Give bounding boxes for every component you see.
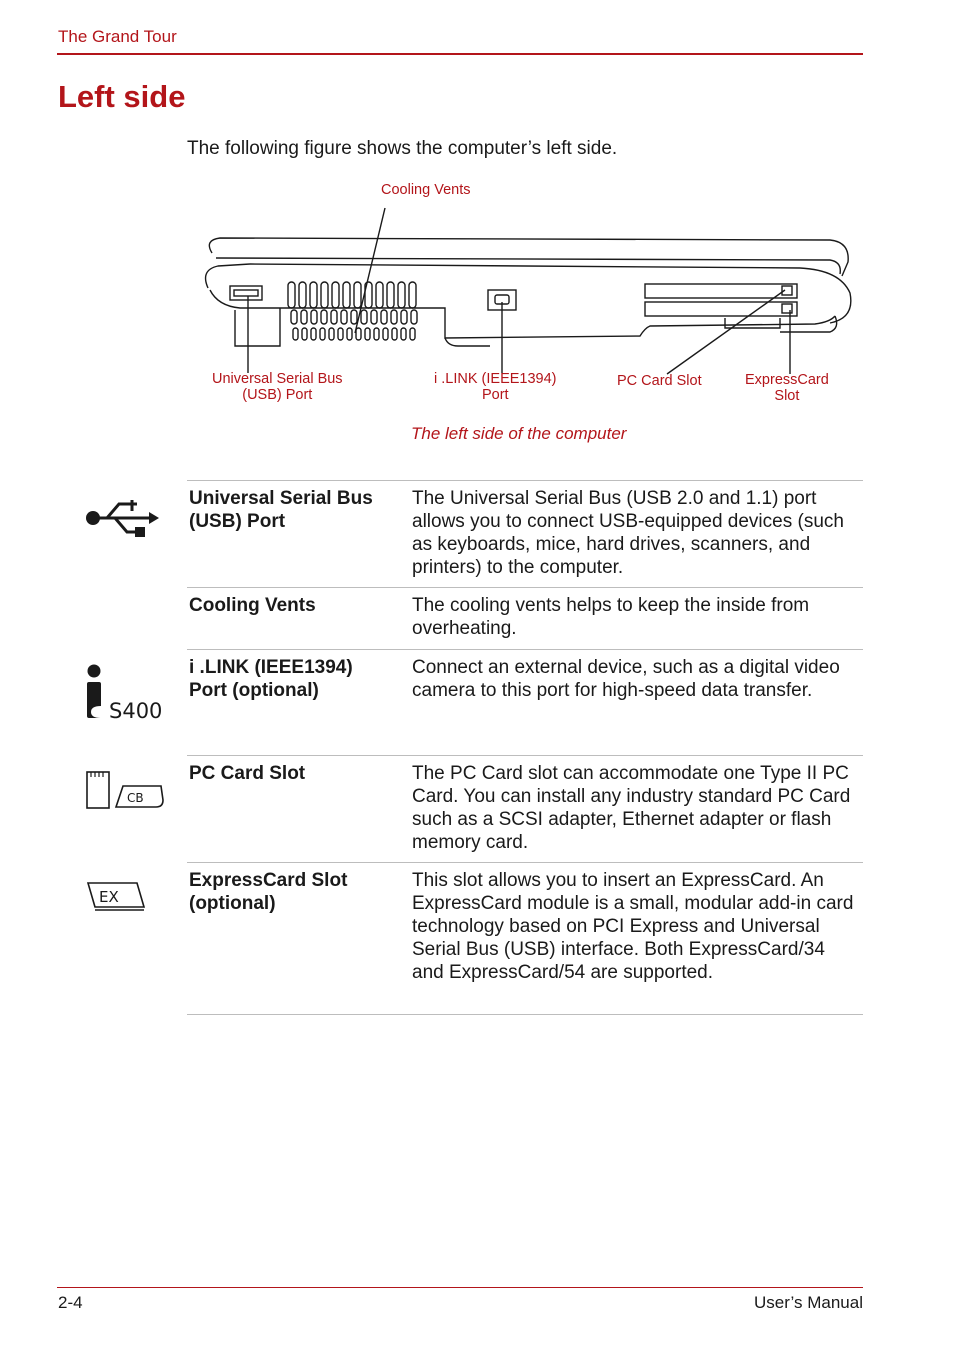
intro-paragraph: The following figure shows the computer’s left side.	[187, 138, 618, 159]
usb-icon	[85, 495, 163, 546]
ilink-icon	[85, 662, 169, 727]
features-table	[99, 480, 863, 1015]
pc-card-icon-text: CB	[127, 791, 144, 805]
term-ilink-port: i .LINK (IEEE1394) Port (optional)	[189, 657, 353, 701]
expresscard-icon	[85, 877, 147, 918]
page-number: 2-4	[58, 1293, 83, 1312]
desc-usb-port: The Universal Serial Bus (USB 2.0 and 1.1) port allows you to connect USB-equipped devices (such as keyboards, mice, hard drives, scanners, and printers) to the computer.	[412, 488, 844, 578]
expresscard-icon-text: EX	[99, 888, 119, 906]
figure-caption: The left side of the computer	[411, 424, 627, 443]
label-cooling-vents: Cooling Vents	[381, 182, 471, 198]
label-usb-port: Universal Serial Bus (USB) Port	[212, 371, 343, 403]
term-cooling-vents: Cooling Vents	[189, 595, 316, 616]
term-pc-card-slot: PC Card Slot	[189, 763, 306, 784]
desc-pc-card-slot: The PC Card slot can accommodate one Type II PC Card. You can install any industry standard PC Card such as a SCSI adapter, Ethernet adapter or flash memory card.	[412, 763, 851, 853]
desc-ilink-port: Connect an external device, such as a digital video camera to this port for high-speed data transfer.	[412, 657, 840, 701]
desc-expresscard-slot: This slot allows you to insert an ExpressCard. An ExpressCard module is a small, modular add-in card technology based on PCI Express and Universal Serial Bus (USB) interface. Both ExpressCard/34 and ExpressCard/54 are supported.	[412, 870, 854, 983]
footer-rule	[57, 1287, 863, 1288]
label-expresscard-slot: ExpressCard Slot	[745, 372, 829, 404]
ilink-icon-text: S400	[109, 699, 163, 722]
pc-card-icon	[85, 770, 165, 817]
table-row-expresscard	[99, 862, 863, 1015]
label-pc-card-slot: PC Card Slot	[617, 373, 702, 389]
header-rule	[57, 53, 863, 55]
desc-cooling-vents: The cooling vents helps to keep the inside from overheating.	[412, 595, 810, 639]
manual-title: User’s Manual	[754, 1293, 863, 1312]
table-row-pc-card	[127, 755, 863, 862]
term-usb-port: Universal Serial Bus (USB) Port	[189, 488, 373, 532]
running-header: The Grand Tour	[58, 27, 177, 46]
table-row-usb	[187, 480, 863, 587]
page-title: Left side	[58, 79, 186, 114]
left-side-figure	[190, 178, 870, 413]
table-row-ilink	[109, 649, 863, 755]
label-ilink-port: i .LINK (IEEE1394) Port	[434, 371, 557, 403]
table-row-cooling-vents	[187, 587, 863, 649]
term-expresscard-slot: ExpressCard Slot (optional)	[189, 870, 348, 914]
